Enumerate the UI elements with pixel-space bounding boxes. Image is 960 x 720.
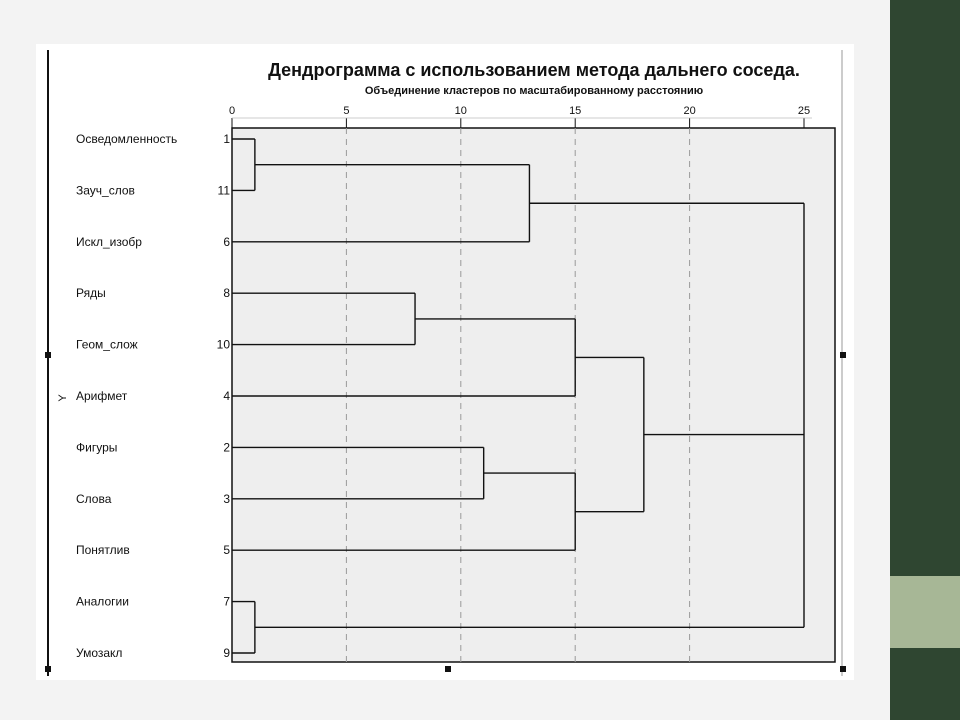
leaf-variable-label: Ряды [76,286,106,301]
x-tick-label: 5 [343,105,350,117]
chart-subtitle: Объединение кластеров по масштабированному расстоянию [364,85,704,97]
selection-handle[interactable] [45,666,51,672]
x-tick-label: 25 [797,105,811,117]
leaf-case-number: 9 [223,646,230,660]
leaf-case-number: 10 [216,337,230,352]
leaf-labels [76,132,230,660]
leaf-variable-label: Фигуры [76,440,118,455]
selection-handle[interactable] [45,352,51,358]
chart-title: Дендрограмма с использованием метода дальнего соседа. [268,60,800,80]
leaf-case-number: 6 [223,234,230,249]
leaf-case-number: 5 [223,543,230,558]
selection-handle[interactable] [840,666,846,672]
leaf-case-number: 8 [223,286,230,301]
leaf-case-number: 11 [217,183,230,198]
leaf-variable-label: Слова [76,491,112,506]
plot-area [232,128,835,662]
leaf-case-number: 7 [223,594,230,609]
leaf-case-number: 2 [223,440,230,455]
x-tick-label: 0 [228,105,236,117]
leaf-variable-label: Аналогии [76,594,129,609]
x-tick-label: 10 [454,105,467,117]
leaf-variable-label: Зауч_слов [76,183,135,198]
selection-handle[interactable] [445,666,451,672]
leaf-variable-label: Умозакл [76,646,123,660]
leaf-variable-label: Арифмет [76,389,128,403]
y-axis-label: Y [57,394,69,402]
selection-handle[interactable] [840,352,846,358]
leaf-case-number: 3 [223,491,230,506]
x-tick-label: 20 [683,105,696,117]
leaf-variable-label: Осведомленность [76,132,178,146]
leaf-case-number: 1 [223,132,230,146]
x-tick-label: 15 [569,105,582,117]
leaf-variable-label: Геом_слож [76,337,138,352]
leaf-variable-label: Искл_изобр [76,234,142,249]
x-axis-ticks [229,105,812,128]
leaf-variable-label: Понятлив [76,543,130,558]
leaf-case-number: 4 [223,389,230,403]
